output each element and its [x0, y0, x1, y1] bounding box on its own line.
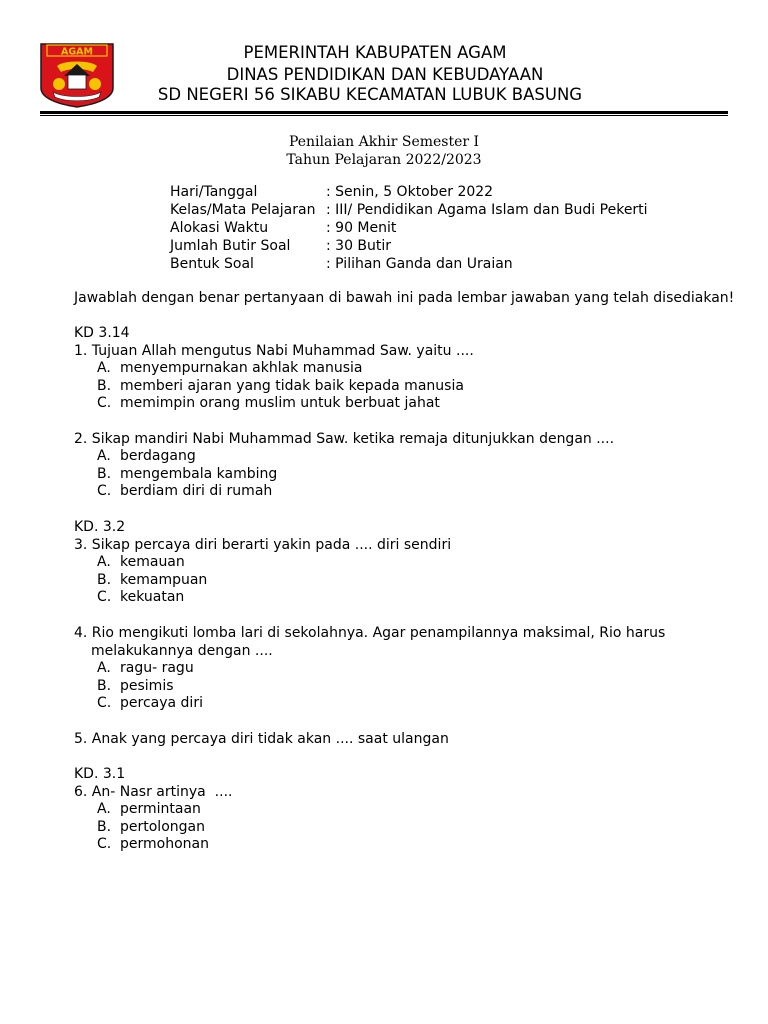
kd-heading: KD. 3.1 — [74, 766, 126, 782]
instruction-text: Jawablah dengan benar pertanyaan di bawah ini pada lembar jawaban yang telah disediakan! — [74, 290, 735, 306]
option-text: pesimis — [120, 677, 174, 694]
info-label: Jumlah Butir Soal — [170, 238, 291, 254]
option-letter: C. — [97, 483, 112, 500]
option-letter: C. — [97, 836, 112, 853]
option-text: menyempurnakan akhlak manusia — [120, 360, 363, 376]
header-divider-thick — [40, 111, 728, 114]
option-text: permohonan — [120, 836, 209, 853]
kd-heading: KD. 3.2 — [74, 519, 126, 535]
info-value: : III/ Pendidikan Agama Islam dan Budi Pekerti — [326, 202, 648, 218]
question-6 — [74, 783, 734, 854]
info-row — [170, 183, 648, 201]
header-divider-thin — [40, 115, 728, 116]
option-text: percaya diri — [120, 695, 203, 712]
info-label: Hari/Tanggal — [170, 184, 258, 200]
option-letter: A. — [97, 801, 111, 817]
option — [74, 589, 734, 607]
option-letter: A. — [97, 360, 111, 376]
exam-title: Penilaian Akhir Semester I — [288, 134, 480, 150]
option — [74, 660, 734, 678]
info-value: : 90 Menit — [326, 220, 397, 236]
info-value: : Pilihan Ganda dan Uraian — [326, 256, 513, 272]
option-letter: A. — [97, 448, 111, 464]
exam-info-table — [170, 183, 648, 273]
option-letter: C. — [97, 395, 112, 412]
option-text: pertolongan — [120, 818, 205, 835]
question-text: 5. Anak yang percaya diri tidak akan .... saat ulangan — [74, 731, 449, 747]
info-label: Kelas/Mata Pelajaran — [170, 202, 316, 218]
option-text: permintaan — [120, 801, 201, 817]
option-text: memimpin orang muslim untuk berbuat jahat — [120, 395, 440, 412]
question-5 — [74, 730, 734, 748]
option-text: kemampuan — [120, 571, 208, 588]
academic-year: Tahun Pelajaran 2022/2023 — [286, 152, 482, 168]
question-3 — [74, 536, 734, 607]
option — [74, 678, 734, 696]
info-label: Bentuk Soal — [170, 256, 254, 272]
info-row — [170, 237, 648, 255]
option-letter: C. — [97, 589, 112, 606]
option — [74, 836, 734, 854]
option — [74, 801, 734, 819]
option-letter: A. — [97, 660, 111, 676]
option-letter: C. — [97, 695, 112, 712]
option-text: kemauan — [120, 554, 185, 570]
option — [74, 695, 734, 713]
question-text: 2. Sikap mandiri Nabi Muhammad Saw. ketika remaja ditunjukkan dengan .... — [74, 431, 615, 447]
option — [74, 483, 734, 501]
question-1 — [74, 342, 734, 413]
option-letter: B. — [97, 818, 112, 835]
option — [74, 466, 734, 484]
option — [74, 819, 734, 837]
option — [74, 360, 734, 378]
info-label: Alokasi Waktu — [170, 220, 269, 236]
option-text: memberi ajaran yang tidak baik kepada manusia — [120, 377, 464, 394]
option-letter: B. — [97, 377, 112, 394]
info-row — [170, 255, 648, 273]
svg-text:AGAM: AGAM — [61, 46, 93, 58]
option — [74, 378, 734, 396]
kop-line-agency: DINAS PENDIDIKAN DAN KEBUDAYAAN — [226, 65, 544, 84]
option-text: ragu- ragu — [120, 660, 194, 676]
kop-line-government: PEMERINTAH KABUPATEN AGAM — [243, 43, 507, 62]
question-4 — [74, 624, 734, 713]
question-text: 6. An- Nasr artinya .... — [74, 784, 233, 800]
question-text: 4. Rio mengikuti lomba lari di sekolahnya. Agar penampilannya maksimal, Rio harus melakukannya dengan .... — [74, 625, 666, 659]
option — [74, 448, 734, 466]
info-value: : Senin, 5 Oktober 2022 — [326, 184, 494, 200]
question-2 — [74, 430, 734, 501]
option-text: berdiam diri di rumah — [120, 483, 273, 500]
option — [74, 395, 734, 413]
option — [74, 572, 734, 590]
question-text: 3. Sikap percaya diri berarti yakin pada .... diri sendiri — [74, 537, 452, 553]
kop-line-school: SD NEGERI 56 SIKABU KECAMATAN LUBUK BASUNG — [157, 85, 583, 104]
option-text: berdagang — [120, 448, 196, 464]
kd-heading: KD 3.14 — [74, 325, 130, 341]
question-text: 1. Tujuan Allah mengutus Nabi Muhammad Saw. yaitu .... — [74, 343, 474, 359]
option-letter: B. — [97, 465, 112, 482]
info-row — [170, 201, 648, 219]
option-letter: B. — [97, 677, 112, 694]
option — [74, 554, 734, 572]
info-row — [170, 219, 648, 237]
option-letter: A. — [97, 554, 111, 570]
option-text: kekuatan — [120, 589, 185, 606]
option-letter: B. — [97, 571, 112, 588]
info-value: : 30 Butir — [326, 238, 392, 254]
option-text: mengembala kambing — [120, 465, 278, 482]
